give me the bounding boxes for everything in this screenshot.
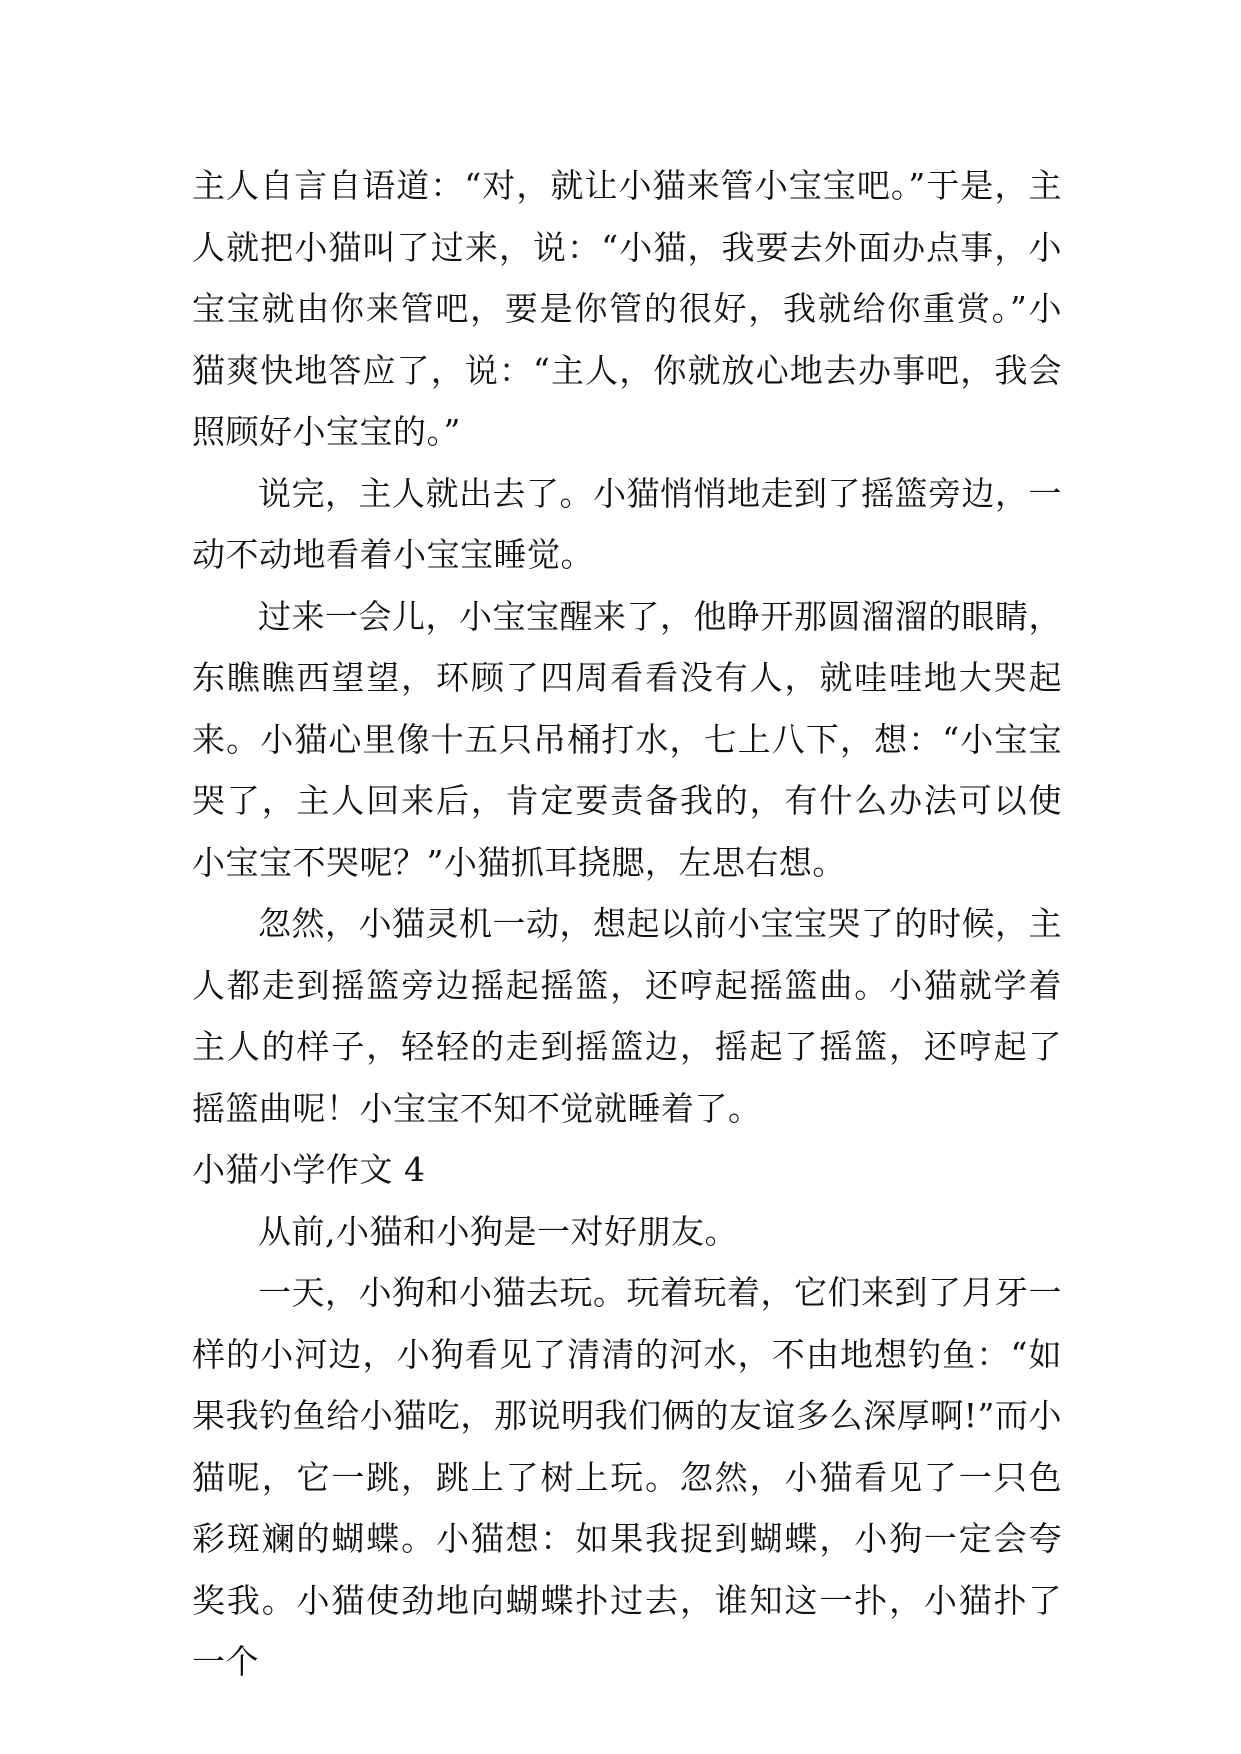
- paragraph-6: 一天，小狗和小猫去玩。玩着玩着，它们来到了月牙一样的小河边，小狗看见了清清的河水，不由地想钓鱼：“如果我钓鱼给小猫吃，那说明我们俩的友谊多么深厚啊!”而小猫呢，它一跳，跳上了树上玩。忽然，小猫看见了一只色彩斑斓的蝴蝶。小猫想：如果我捉到蝴蝶，小狗一定会夸奖我。小猫使劲地向蝴蝶扑过去，谁知这一扑，小猫扑了一个: [192, 1273, 1062, 1681]
- paragraph-4: 忽然，小猫灵机一动，想起以前小宝宝哭了的时候，主人都走到摇篮旁边摇起摇篮，还哼起摇篮曲。小猫就学着主人的样子，轻轻的走到摇篮边，摇起了摇篮，还哼起了摇篮曲呢！小宝宝不知不觉就睡着了。: [192, 904, 1062, 1128]
- document-page: [192, 155, 1062, 1693]
- paragraph-3: 过来一会儿，小宝宝醒来了，他睁开那圆溜溜的眼睛，东瞧瞧西望望，环顾了四周看看没有人，就哇哇地大哭起来。小猫心里像十五只吊桶打水，七上八下，想：“小宝宝哭了，主人回来后，肯定要责备我的，有什么办法可以使小宝宝不哭呢？”小猫抓耳挠腮，左思右想。: [192, 596, 1062, 882]
- paragraph-2: 说完，主人就出去了。小猫悄悄地走到了摇篮旁边，一动不动地看着小宝宝睡觉。: [192, 473, 1062, 574]
- section-title: 小猫小学作文 4: [192, 1150, 426, 1189]
- paragraph-1: 主人自言自语道：“对，就让小猫来管小宝宝吧。”于是，主人就把小猫叫了过来，说：“小猫，我要去外面办点事，小宝宝就由你来管吧，要是你管的很好，我就给你重赏。”小猫爽快地答应了，说：“主人，你就放心地去办事吧，我会照顾好小宝宝的。”: [192, 166, 1062, 451]
- paragraph-5: 从前,小猫和小狗是一对好朋友。: [258, 1211, 738, 1251]
